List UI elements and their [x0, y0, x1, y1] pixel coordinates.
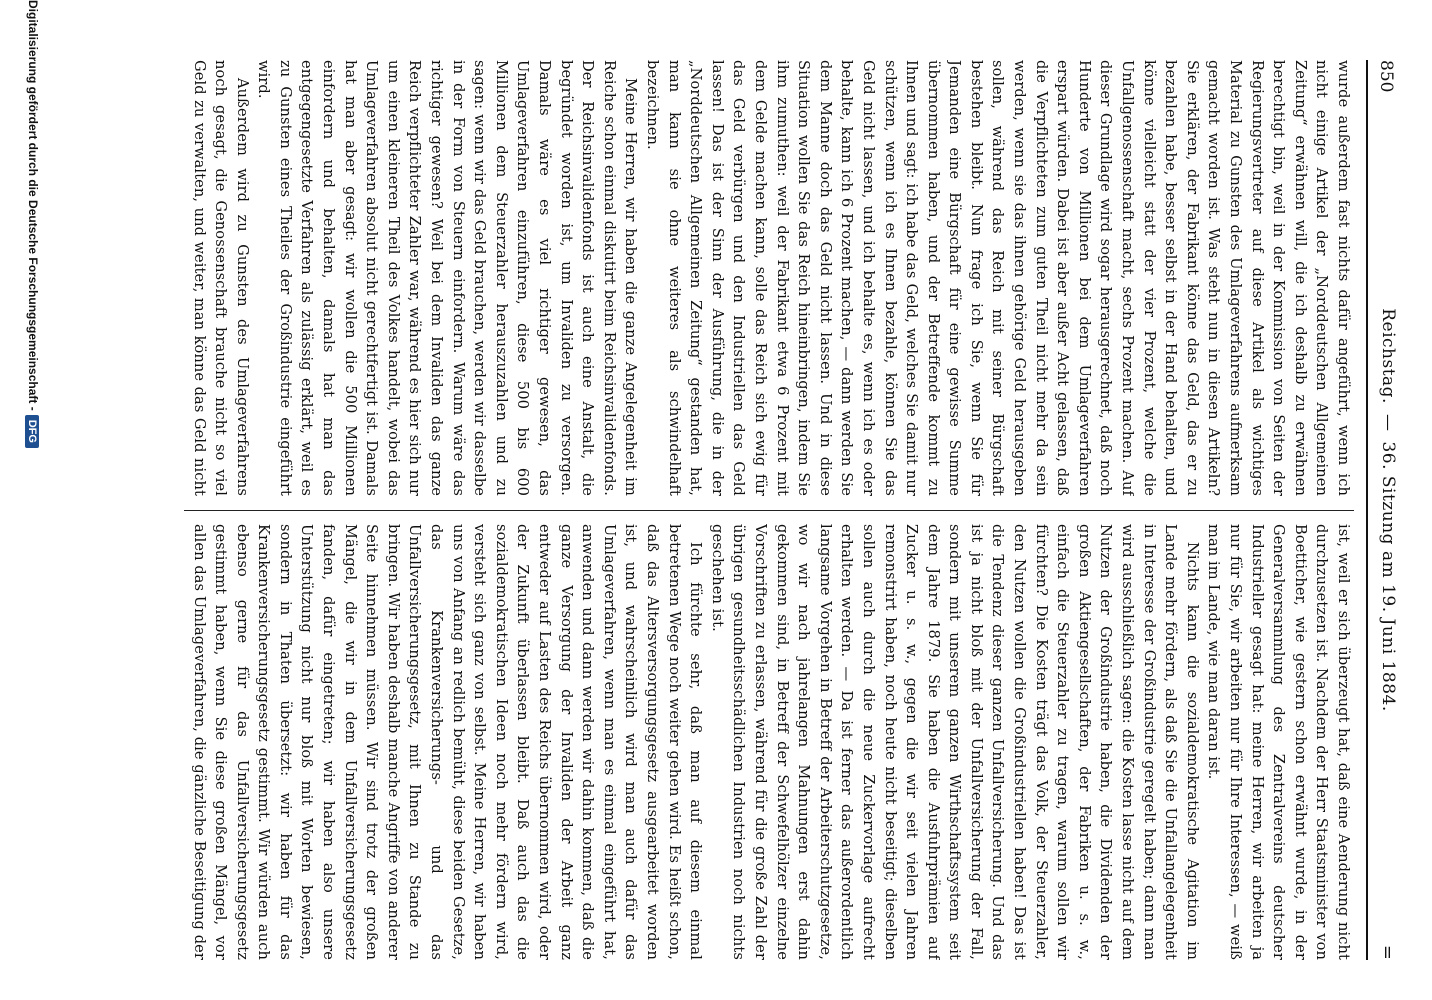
credit-text: Digitalisierung gefördert durch die Deutsche Forschungsgemeinschaft - [26, 0, 40, 411]
digitization-credit [18, 0, 40, 1000]
running-head [1366, 60, 1402, 960]
dfg-logo: DFG [25, 415, 39, 448]
head-left-title: Reichstag. [1378, 308, 1398, 404]
head-right-title: 36. Sitzung am 19. Juni 1884. [1378, 441, 1398, 712]
paragraph: Außerdem wird zu Gunsten des Umlageverfahrens noch gesagt, die Genossenschaft brauche nicht so viel Geld zu verwalten, und weiter, man könne das Geld nicht [190, 60, 251, 496]
left-column [184, 60, 1354, 496]
column-divider [184, 510, 1354, 511]
margin-mark: = [1377, 944, 1398, 960]
paragraph: Ich fürchte sehr, daß man auf diesem einmal betretenen Wege noch weiter gehen wird. Es heißt schon, daß das Altersversorgungsgesetz ausgearbeitet worden ist, und wahrscheinlich wird man auch dafür das Umlageverfahren, wenn man es einmal eingeführt hat, anwenden und dann werden wir dahin kommen, daß die ganze Versorgung der Invaliden der Arbeit ganz entweder auf Lasten des Reichs übernommen wird, oder der Zukunft überlassen bleibt. Daß auch das die sozialdemokratischen Ideen noch mehr fördern wird, versteht sich ganz von selbst. Meine Herren, wir haben uns von Anfang an redlich bemüht, diese beiden Gesetze, das Krankenversicherungs- und das Unfallversicherungsgesetz, mit Ihnen zu Stande zu bringen. Wir haben deshalb manche Angriffe von anderer Seite hinnehmen müssen. Wir sind trotz der großen Mängel, die wir in dem Unfallversicherungsgesetz fanden, dafür eingetreten; wir haben also unsere Unterstützung nicht nur bloß mit Worten bewiesen, sondern in Thaten übersetzt: wir haben für das Krankenversicherungsgesetz gestimmt. Wir würden auch ebenso gerne für das Unfallversicherungsgesetz gestimmt haben, wenn Sie diese großen Mängel, vor allen das Umlageverfahren, die gänzliche Beseitigung der [190, 524, 705, 960]
paragraph: ist, weil er sich überzeugt hat, daß eine Aenderung nicht durchzusetzen ist. Nachdem der Herr Staatsminister von Boetticher, wie gestern schon erwähnt wurde, in der Generalversammlung des Zentralvereins deutscher Industrieller gesagt hat: meine Herren, wir arbeiten ja nur für Sie, wir arbeiten nur für Ihre Interessen, — weiß man im Lande, wie man daran ist. [1205, 524, 1352, 960]
paragraph: wurde außerdem fast nichts dafür angeführt, wenn ich nicht einige Artikel der „Norddeutschen Allgemeinen Zeitung“ erwähnen will, die ich deshalb zu erwähnen berechtigt bin, weil in der Kommission von Seiten der Regierungsvertreter auf diese Artikel als wichtiges Material zu Gunsten des Umlageverfahrens aufmerksam gemacht worden ist. Was steht nun in diesen Artikeln? Sie erklären, der Fabrikant könne das Geld, das er zu bezahlen habe, besser selbst in der Hand behalten, und könne vielleicht statt der vier Prozent, welche die Unfallgenossenschaft macht, sechs Prozent machen. Auf dieser Grundlage wird sogar herausgerechnet, daß noch Hunderte von Millionen bei dem Umlageverfahren erspart würden. Dabei ist aber außer Acht gelassen, daß die Verpflichteten zum guten Theil nicht mehr da sein werden, wenn sie das ihnen gehörige Geld herausgeben sollen, während das Reich mit seiner Bürgschaft bestehen bleibt. Nun frage ich Sie, wenn Sie für Jemanden eine Bürgschaft für eine gewisse Summe übernommen haben, und der Betreffende kommt zu Ihnen und sagt: ich habe das Geld, welches Sie damit nur schützen, wenn ich es Ihnen bezahle, können Sie das Geld nicht lassen, und ich behalte es, wenn ich es oder behalte, kann ich 6 Prozent machen, — dann werden Sie dem Manne doch das Geld nicht lassen. Und in diese Situation wollen Sie das Reich hineinbringen, indem Sie ihm zumuthen: weil der Fabrikant etwa 6 Prozent mit dem Gelde machen kann, solle das Reich sich ewig für das Geld verbürgen und den Industriellen das Geld lassen! Das ist der Sinn der Ausführung, die in der „Norddeutschen Allgemeinen Zeitung“ gestanden hat, man kann sie ohne weiteres als schwindelhaft bezeichnen. [644, 60, 1352, 496]
paragraph: Meine Herren, wir haben die ganze Angelegenheit im Reiche schon einmal diskutirt beim Reichsinvalidenfonds. Der Reichsinvalidenfonds ist auch eine Anstalt, die begründet worden ist, um Invaliden zu versorgen. Damals wäre es viel richtiger gewesen, das Umlageverfahren einzuführen, diese 500 bis 600 Millionen dem Steuerzahler herauszuzahlen und zu sagen: wenn wir das Geld brauchen, werden wir dasselbe in der Form von Steuern einfordern. Warum wäre das richtiger gewesen? Weil bei dem Invaliden das ganze Reich verpflichteter Zahler war, während es hier sich nur um einen kleineren Theil des Volkes handelt, wobei das Umlageverfahren absolut nicht gerechtfertigt ist. Damals hat man aber gesagt: wir wollen die 500 Millionen einfordern und behalten, damals hat man das entgegengesetzte Verfahren als zulässig erklärt, weil es zu Gunsten eines Theiles der Großindustrie eingeführt wird. [255, 60, 640, 496]
paragraph: Nichts kann die sozialdemokratische Agitation im Lande mehr fördern, als daß Sie die Unfallangelegenheit in Interesse der Großindustrie geregelt haben; dann man wird ausschließlich sagen: die Kosten lasse nicht auf dem Nutzen der Großindustrie haben, die Dividenden der großen Aktiengesellschaften, der Fabriken u. s. w., einfach die Steuerzahler zu tragen, warum sollen wir fürchten? Die Kosten trägt das Volk, der Steuerzahler, den Nutzen wollen die Großindustriellen haben! Das ist die Tendenz dieser ganzen Unfallversicherung. Und das ist ja nicht bloß mit der Unfallversicherung der Fall, sondern mit unserem ganzen Wirthschaftssystem seit dem Jahre 1879. Sie haben die Ausfuhrprämien auf Zucker u. s. w., gegen die wir seit vielen Jahren remonstrirt haben, noch heute nicht beseitigt; dieselben sollen auch durch die neue Zuckervorlage aufrecht erhalten werden. — Da ist ferner das außerordentlich langsame Vorgehen in Betreff der Arbeiterschutzgesetze, wo wir nach jahrelangen Mahnungen erst dahin gekommen sind, in Betreff der Schwefelhölzer einzelne Vorschriften zu erlassen, während für die große Zahl der übrigen gesundheitsschädlichen Industrien noch nichts geschehen ist. [708, 524, 1201, 960]
head-title [1378, 60, 1398, 960]
head-separator: — [1378, 413, 1398, 432]
page-number: 850 [1376, 60, 1396, 93]
right-column [184, 524, 1354, 960]
